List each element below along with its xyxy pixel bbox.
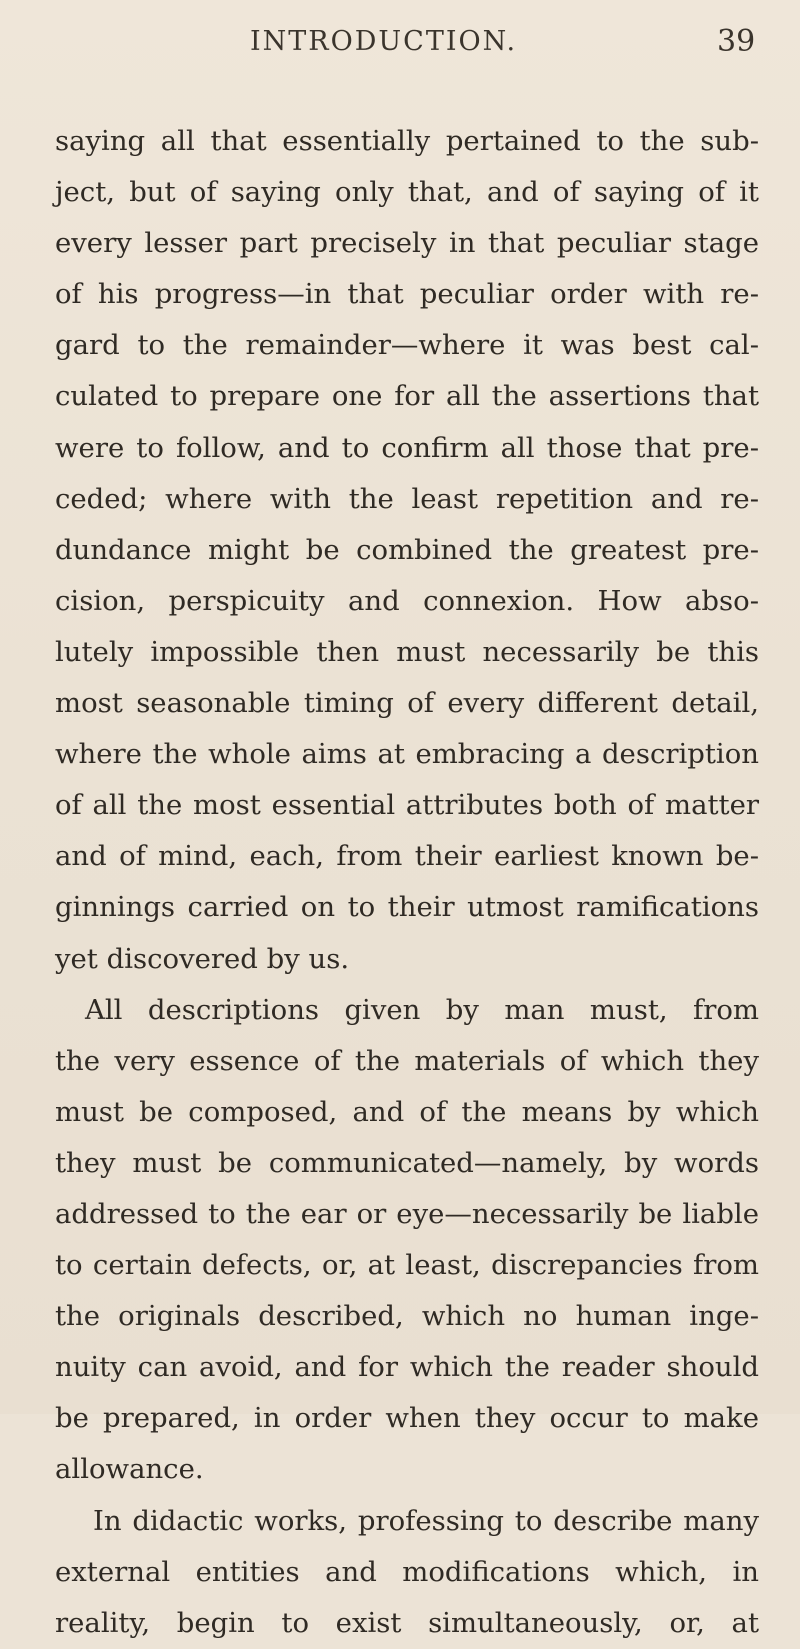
text-line: dundance might be combined the greatest pre-	[55, 533, 759, 566]
text-line: the very essence of the materials of which they	[55, 1044, 759, 1077]
text-line: must be composed, and of the means by which	[55, 1095, 759, 1128]
paragraph-end-line: yet discovered by us.	[55, 942, 350, 975]
body-text	[55, 116, 759, 1649]
text-line: ject, but of saying only that, and of saying of it	[55, 176, 759, 209]
text-line: external entities and modifications which, in	[55, 1555, 759, 1588]
text-line: and of mind, each, from their earliest known be-	[55, 840, 759, 873]
text-line: be prepared, in order when they occur to make	[55, 1402, 759, 1435]
paragraph-start-line: All descriptions given by man must, from	[85, 993, 759, 1026]
text-line: ginnings carried on to their utmost ramifications	[55, 891, 759, 924]
text-line: ceded; where with the least repetition and re-	[55, 482, 759, 515]
text-line: every lesser part precisely in that peculiar stage	[55, 227, 759, 260]
text-line: to certain defects, or, at least, discrepancies from	[55, 1249, 759, 1282]
text-line: lutely impossible then must necessarily be this	[55, 635, 759, 668]
text-line: the originals described, which no human inge-	[55, 1300, 759, 1333]
text-line: nuity can avoid, and for which the reader should	[55, 1351, 759, 1384]
running-head	[0, 22, 800, 62]
text-line: were to follow, and to confirm all those that pre-	[55, 431, 759, 464]
text-line: of all the most essential attributes both of matter	[55, 789, 759, 822]
text-line: they must be communicated—namely, by words	[55, 1146, 759, 1179]
text-line: culated to prepare one for all the assertions that	[55, 380, 759, 413]
text-line: cision, perspicuity and connexion. How abso-	[55, 584, 759, 617]
text-line: reality, begin to exist simultaneously, or, at	[55, 1606, 759, 1639]
text-line: gard to the remainder—where it was best cal-	[55, 329, 759, 362]
text-line: saying all that essentially pertained to the sub-	[55, 125, 759, 157]
text-line: where the whole aims at embracing a description	[55, 738, 759, 771]
text-line: most seasonable timing of every different detail,	[55, 687, 759, 720]
text-line: of his progress—in that peculiar order with re-	[55, 278, 759, 311]
paragraph-start-line: In didactic works, professing to describe many	[93, 1504, 759, 1537]
paragraph-end-line: allowance.	[55, 1453, 204, 1486]
text-line: addressed to the ear or eye—necessarily be liable	[55, 1197, 759, 1230]
page-number: 39	[717, 24, 756, 59]
running-head-title: INTRODUCTION.	[250, 26, 518, 57]
